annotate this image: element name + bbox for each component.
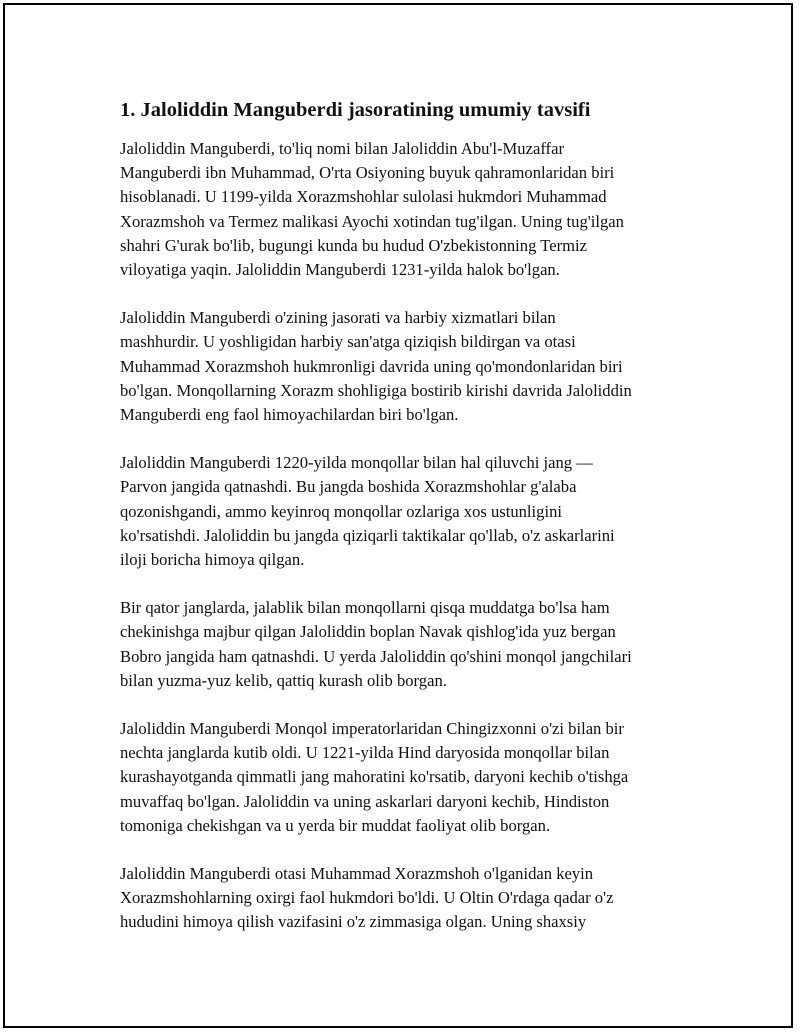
paragraph-line: Bir qator janglarda, jalablik bilan monqollarni qisqa muddatga bo'lsa ham — [120, 598, 610, 618]
paragraph-line: Parvon jangida qatnashdi. Bu jangda boshida Xorazmshohlar g'alaba — [120, 477, 577, 497]
paragraph-line: iloji boricha himoya qilgan. — [120, 550, 305, 570]
paragraph-list — [120, 137, 700, 935]
paragraph-line: hisoblanadi. U 1199-yilda Xorazmshohlar sulolasi hukmdori Muhammad — [120, 187, 607, 207]
paragraph-line: Jaloliddin Manguberdi otasi Muhammad Xorazmshoh o'lganidan keyin — [120, 864, 594, 884]
paragraph-line: kurashayotganda qimmatli jang mahoratini ko'rsatib, daryoni kechib o'tishga — [120, 767, 629, 787]
paragraph-line: ko'rsatishdi. Jaloliddin bu jangda qiziqarli taktikalar qo'llab, o'z askarlarini — [120, 525, 615, 545]
paragraph-line: Muhammad Xorazmshoh hukmronligi davrida uning qo'mondonlaridan biri — [120, 356, 623, 376]
paragraph — [120, 451, 700, 572]
paragraph-line: Xorazmshoh va Termez malikasi Ayochi xotindan tug'ilgan. Uning tug'ilgan — [120, 211, 624, 231]
paragraph — [120, 862, 700, 935]
document-content — [120, 97, 700, 959]
paragraph-line: qozonishgandi, ammo keyinroq monqollar ozlariga xos ustunligini — [120, 501, 562, 521]
paragraph-line: Jaloliddin Manguberdi o'zining jasorati va harbiy xizmatlari bilan — [120, 308, 556, 328]
paragraph-line: mashhurdir. U yoshligidan harbiy san'atga qiziqish bildirgan va otasi — [120, 332, 576, 352]
paragraph-line: Bobro jangida ham qatnashdi. U yerda Jaloliddin qo'shini monqol jangchilari — [120, 646, 632, 666]
paragraph-line: Manguberdi ibn Muhammad, O'rta Osiyoning buyuk qahramonlaridan biri — [120, 163, 615, 183]
paragraph-line: Jaloliddin Manguberdi, to'liq nomi bilan Jaloliddin Abu'l-Muzaffar — [120, 139, 564, 158]
paragraph-line: Xorazmshohlarning oxirgi faol hukmdori bo'ldi. U Oltin O'rdaga qadar o'z — [120, 888, 614, 908]
paragraph — [120, 137, 700, 282]
paragraph — [120, 306, 700, 427]
document-page — [3, 3, 793, 1028]
paragraph-line: Jaloliddin Manguberdi Monqol imperatorlaridan Chingizxonni o'zi bilan bir — [120, 719, 624, 739]
paragraph-line: Manguberdi eng faol himoyachilardan biri bo'lgan. — [120, 405, 459, 425]
paragraph-line: muvaffaq bo'lgan. Jaloliddin va uning askarlari daryoni kechib, Hindiston — [120, 791, 610, 811]
paragraph-line: tomoniga chekishgan va u yerda bir muddat faoliyat olib borgan. — [120, 815, 551, 835]
paragraph-line: Jaloliddin Manguberdi 1220-yilda monqollar bilan hal qiluvchi jang — — [120, 453, 593, 473]
section-title: 1. Jaloliddin Manguberdi jasoratining umumiy tavsifi — [120, 99, 591, 121]
paragraph-line: chekinishga majbur qilgan Jaloliddin boplan Navak qishlog'ida yuz bergan — [120, 622, 616, 642]
paragraph-line: shahri G'urak bo'lib, bugungi kunda bu hudud O'zbekistonning Termiz — [120, 235, 587, 255]
paragraph-line: bilan yuzma-yuz kelib, qattiq kurash olib borgan. — [120, 670, 447, 690]
paragraph-line: bo'lgan. Monqollarning Xorazm shohligiga bostirib kirishi davrida Jaloliddin — [120, 380, 632, 400]
paragraph — [120, 596, 700, 693]
paragraph-line: viloyatiga yaqin. Jaloliddin Manguberdi 1231-yilda halok bo'lgan. — [120, 260, 560, 280]
paragraph-line: nechta janglarda kutib oldi. U 1221-yilda Hind daryosida monqollar bilan — [120, 743, 610, 763]
paragraph-line: hududini himoya qilish vazifasini o'z zimmasiga olgan. Uning shaxsiy — [120, 912, 587, 932]
paragraph — [120, 717, 700, 838]
